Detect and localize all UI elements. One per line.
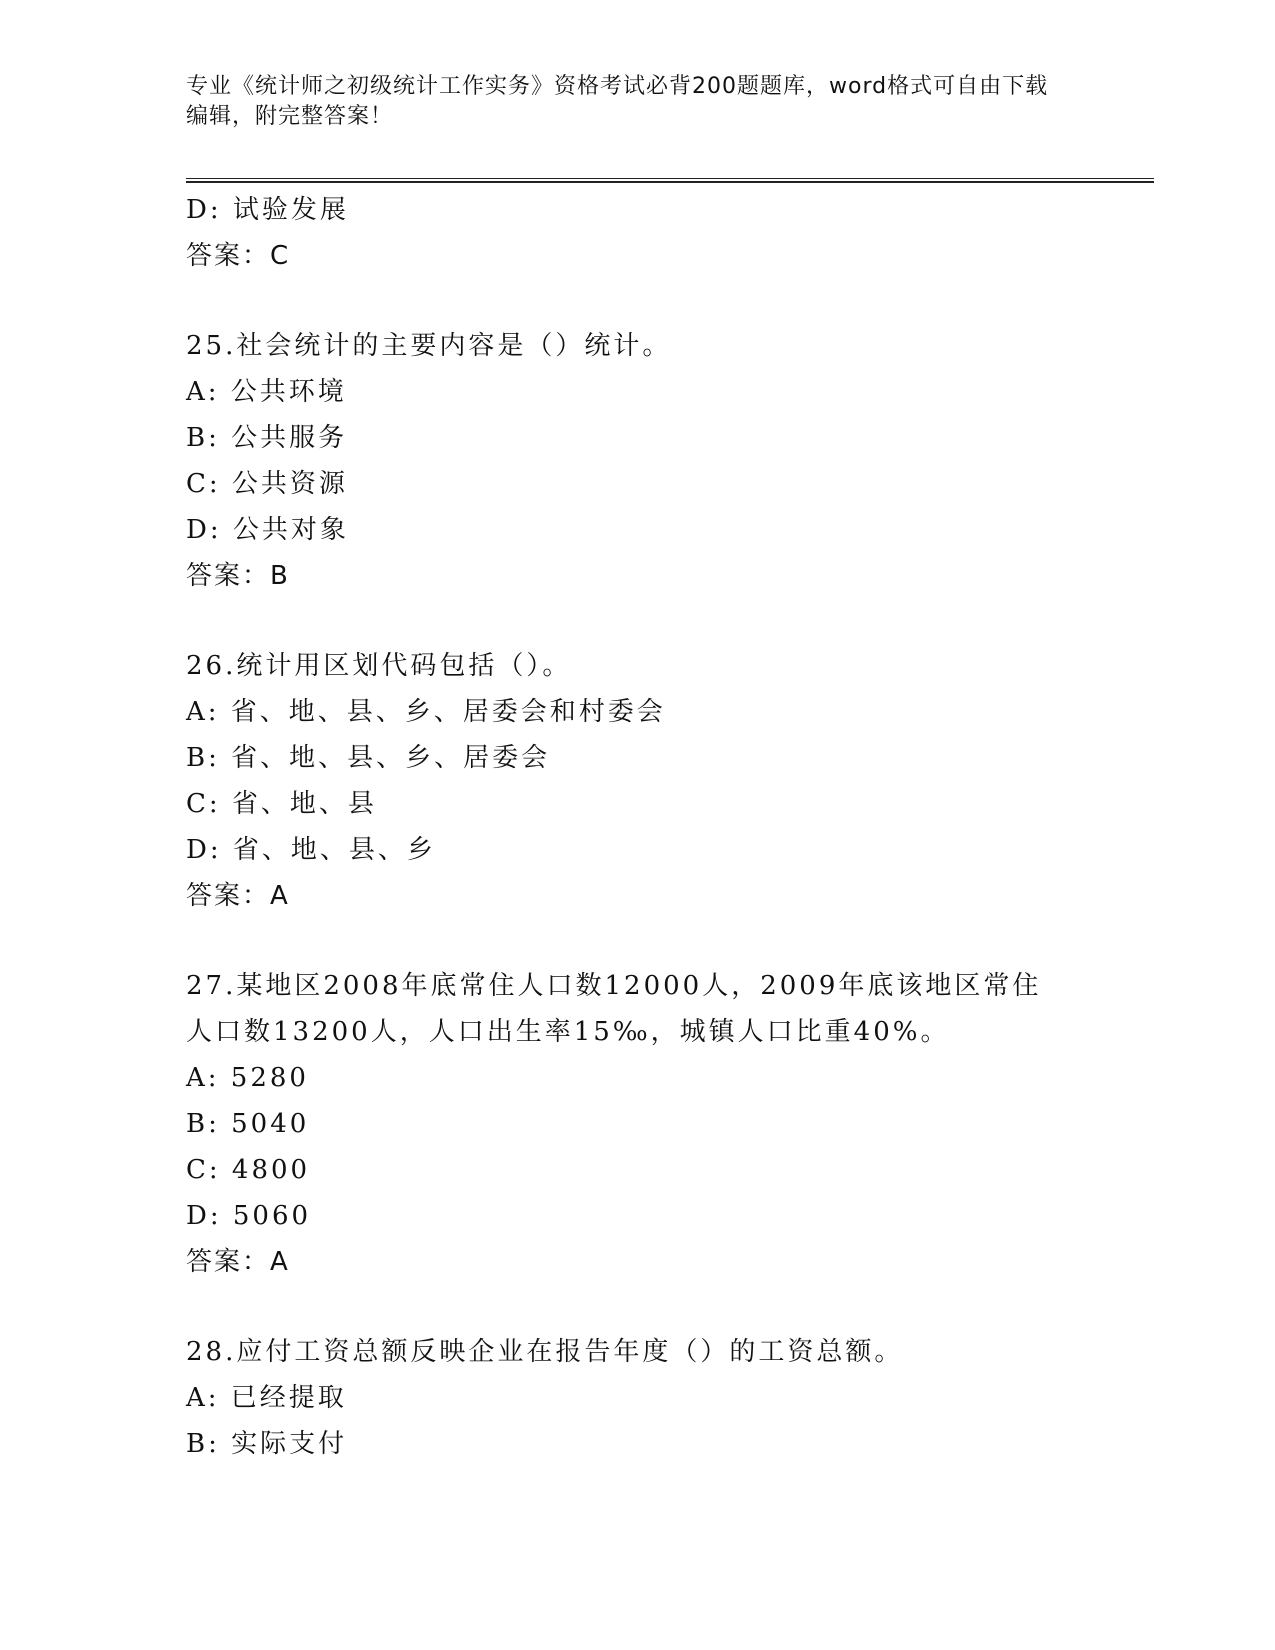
- spacer: [186, 599, 1154, 643]
- option-a: A: 省、地、县、乡、居委会和村委会: [186, 697, 666, 727]
- spacer: [186, 279, 1154, 323]
- option-b: B: 5040: [186, 1109, 310, 1139]
- spacer: [186, 1285, 1154, 1329]
- option-c: C: 省、地、县: [186, 789, 377, 819]
- answer-line: 答案：B: [186, 561, 290, 591]
- question-stem: 28.应付工资总额反映企业在报告年度（）的工资总额。: [186, 1337, 904, 1367]
- spacer: [186, 919, 1154, 963]
- option-a: A: 公共环境: [186, 377, 347, 407]
- header-divider: [186, 178, 1154, 183]
- option-d: D: 试验发展: [186, 195, 349, 225]
- question-stem: 26.统计用区划代码包括（）。: [186, 651, 572, 681]
- document-header-title: 专业《统计师之初级统计工作实务》资格考试必背200题题库，word格式可自由下载编辑，附完整答案！: [186, 74, 1049, 129]
- option-d: D: 省、地、县、乡: [186, 835, 436, 865]
- option-a: A: 已经提取: [186, 1383, 347, 1413]
- option-d: D: 5060: [186, 1201, 312, 1231]
- question-list: [186, 187, 1154, 1467]
- answer-line: 答案：C: [186, 241, 291, 271]
- option-d: D: 公共对象: [186, 515, 349, 545]
- option-b: B: 公共服务: [186, 423, 348, 453]
- question-25: [186, 323, 1154, 599]
- option-a: A: 5280: [186, 1063, 309, 1093]
- document-header: [186, 72, 1066, 132]
- option-c: C: 公共资源: [186, 469, 348, 499]
- question-26: [186, 643, 1154, 919]
- question-28: [186, 1329, 1154, 1467]
- answer-line: 答案：A: [186, 1247, 290, 1277]
- question-stem: 25.社会统计的主要内容是（）统计。: [186, 331, 672, 361]
- option-c: C: 4800: [186, 1155, 311, 1185]
- answer-line: 答案：A: [186, 881, 290, 911]
- question-27: [186, 963, 1154, 1285]
- option-b: B: 实际支付: [186, 1429, 348, 1459]
- option-b: B: 省、地、县、乡、居委会: [186, 743, 551, 773]
- question-stem: 27.某地区2008年底常住人口数12000人，2009年底该地区常住人口数13200人，人口出生率15‰，城镇人口比重40%。: [186, 971, 1042, 1047]
